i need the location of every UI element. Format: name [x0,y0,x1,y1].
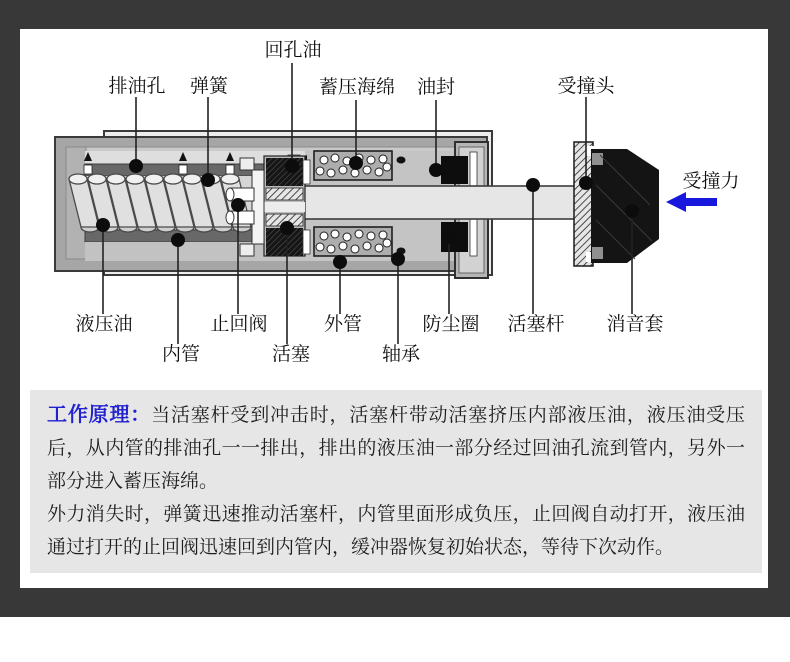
label-oil-drain-hole: 排油孔 [108,76,166,97]
label-dust-ring: 防尘圈 [422,314,480,335]
label-impact-force: 受撞力 [682,171,740,192]
silencer-sleeve-shape [591,149,659,263]
oil-seal-block [441,156,468,184]
label-spring: 弹簧 [189,76,229,97]
label-bearing: 轴承 [381,344,421,365]
bearing-bar-top [470,152,477,186]
label-hydraulic-oil: 液压油 [75,314,133,335]
label-impact-head: 受撞头 [557,76,615,97]
label-outer-tube: 外管 [323,314,363,335]
accumulator-sponge-bottom [314,227,406,256]
label-inner-tube: 内管 [161,344,201,365]
principle-paragraph-1 [47,399,745,498]
label-oil-return-hole: 回孔油 [264,40,322,61]
label-check-valve: 止回阀 [210,314,268,335]
bearing-bar-bottom [470,218,477,256]
principle-text-1: 当活塞杆受到冲击时，活塞杆带动活塞挤压内部液压油，液压油受压后，从内管的排油孔一一排出，排出的液压油一部分经过回油孔流到管内，另外一部分进入蓄压海绵。 [47,405,745,492]
label-oil-seal: 油封 [416,77,456,98]
working-principle-box [30,390,762,573]
label-piston-rod: 活塞杆 [507,314,565,335]
principle-title: 工作原理： [47,404,152,426]
impact-force-arrow-icon [666,192,717,212]
principle-paragraph-2: 外力消失时，弹簧迅速推动活塞杆，内管里面形成负压，止回阀自动打开，液压油通过打开的止回阀迅速回到内管内，缓冲器恢复初始状态，等待下次动作。 [47,504,745,558]
label-accumulator-sponge: 蓄压海绵 [318,77,396,98]
piston-rod-shape [303,186,579,219]
label-piston: 活塞 [271,344,311,365]
label-silencer-sleeve: 消音套 [606,314,664,335]
